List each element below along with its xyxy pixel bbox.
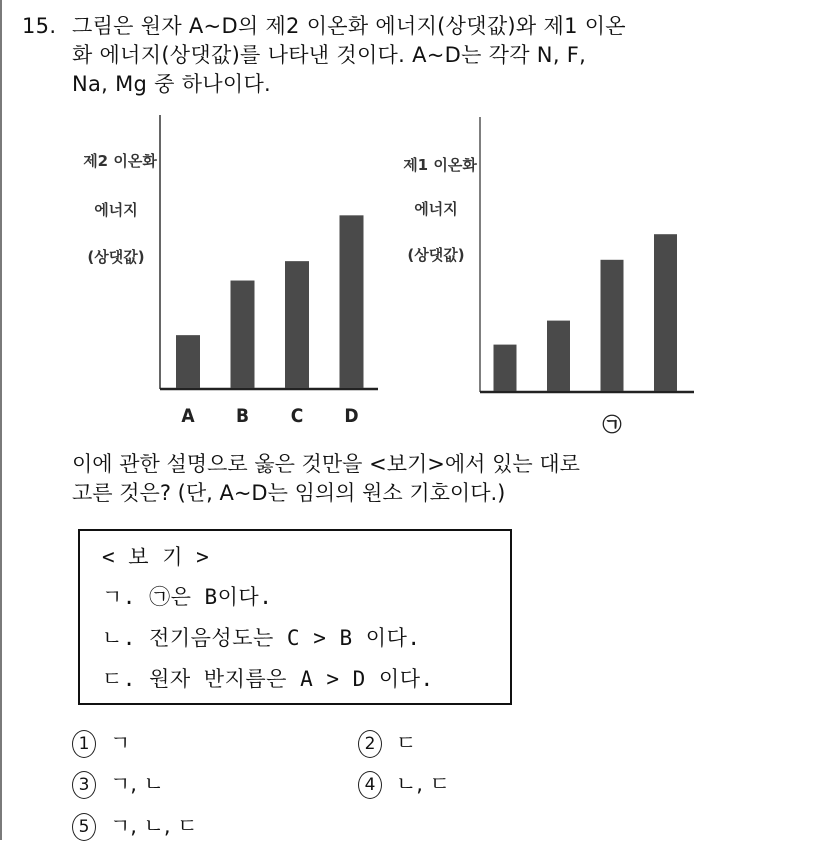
- bogi-item-digeut: ㄷ. 원자 반지름은 A > D 이다.: [102, 667, 434, 691]
- choice-text-4: ㄴ, ㄷ: [396, 772, 450, 796]
- chart-first-ionization-svg: [380, 105, 700, 445]
- bogi-box: [78, 529, 512, 705]
- y-axis-label-line-1: 제1 이온화: [403, 156, 477, 174]
- choice-2[interactable]: [358, 727, 416, 758]
- x-label-1: A: [181, 405, 195, 427]
- page-left-border: [0, 0, 2, 840]
- question-line-3: Na, Mg 중 하나이다.: [72, 72, 272, 96]
- choice-4[interactable]: [358, 768, 450, 799]
- choice-number-1: 1: [72, 730, 96, 758]
- choice-number-3: 3: [72, 771, 96, 799]
- chart-second-ionization-svg: [60, 105, 390, 435]
- bar-group: [176, 215, 364, 388]
- choice-text-2: ㄷ: [396, 731, 417, 755]
- y-axis-label-line-2: 에너지: [94, 201, 138, 219]
- choice-number-5: 5: [72, 813, 96, 841]
- prompt-line-2: 고른 것은? (단, A~D는 임의의 원소 기호이다.): [72, 481, 506, 505]
- bar-4: [340, 215, 364, 388]
- choice-1[interactable]: [72, 727, 130, 758]
- choice-text-3: ㄱ, ㄴ: [110, 772, 164, 796]
- question-line-2: 화 에너지(상댓값)를 나타낸 것이다. A~D는 각각 N, F,: [72, 43, 587, 67]
- y-axis-label-line-2: 에너지: [414, 200, 458, 218]
- bar-2: [547, 321, 570, 391]
- x-label-3: C: [290, 405, 304, 427]
- question-stem: [22, 12, 626, 99]
- bogi-item-nieun: ㄴ. 전기음성도는 C > B 이다.: [102, 626, 421, 650]
- x-label-4: D: [344, 405, 359, 427]
- x-label-2: B: [235, 405, 250, 427]
- prompt-line-1: 이에 관한 설명으로 옳은 것만을 <보기>에서 있는 대로: [72, 452, 580, 476]
- bar-3: [601, 260, 624, 391]
- bar-2: [231, 281, 255, 388]
- bogi-item-giyeok: ㄱ. ㉠은 B이다.: [102, 585, 273, 609]
- y-axis-label-line-1: 제2 이온화: [83, 152, 157, 170]
- choice-text-5: ㄱ, ㄴ, ㄷ: [110, 814, 198, 838]
- choice-number-4: 4: [358, 771, 382, 799]
- bar-3: [285, 261, 309, 388]
- chart-second-ionization: [60, 105, 390, 435]
- bar-4: [654, 234, 677, 391]
- x-label-3: ㉠: [602, 414, 622, 436]
- choice-text-1: ㄱ: [110, 731, 131, 755]
- question-line-1: 15. 그림은 원자 A~D의 제2 이온화 에너지(상댓값)와 제1 이온: [22, 12, 626, 41]
- x-axis-labels: [181, 405, 358, 427]
- question-prompt: [72, 450, 580, 508]
- question-number: 15.: [22, 14, 57, 38]
- bogi-title: < 보 기 >: [102, 545, 210, 569]
- y-axis-label-line-3: (상댓값): [87, 248, 145, 266]
- choice-5[interactable]: [72, 810, 198, 841]
- y-axis-label-line-3: (상댓값): [407, 246, 465, 264]
- choice-number-2: 2: [358, 730, 382, 758]
- x-axis-labels: [602, 413, 621, 436]
- choice-3[interactable]: [72, 768, 164, 799]
- chart-first-ionization: [380, 105, 700, 445]
- bar-1: [176, 335, 200, 388]
- bar-group: [494, 234, 678, 391]
- bar-1: [494, 345, 517, 391]
